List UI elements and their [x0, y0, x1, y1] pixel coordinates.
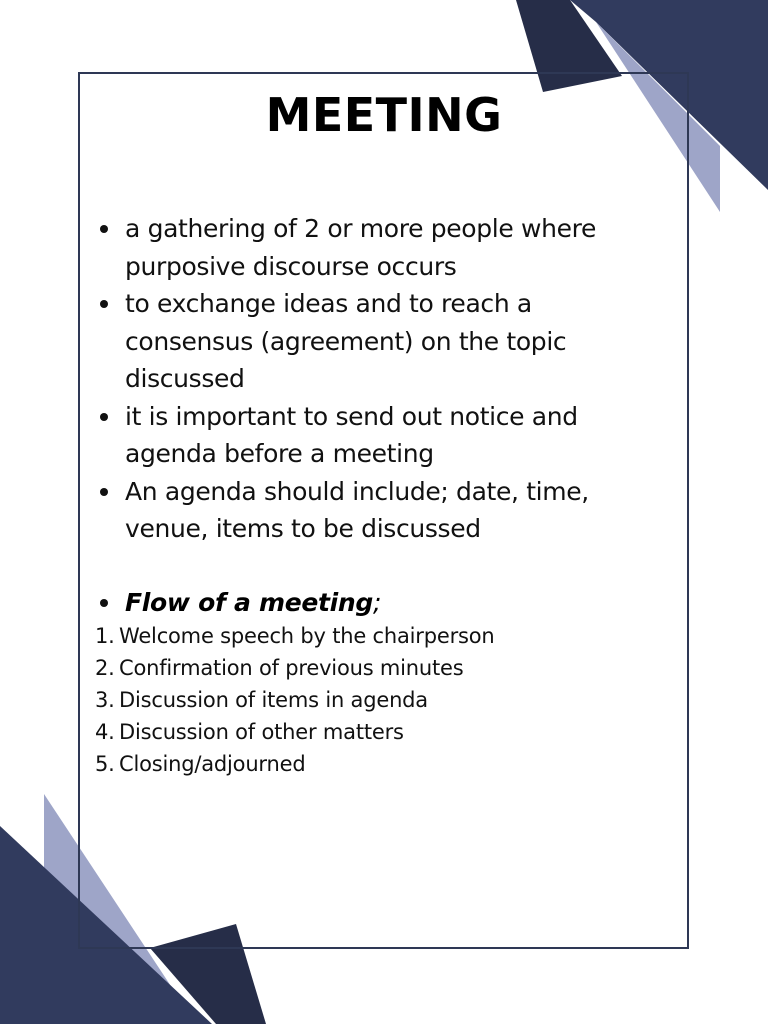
list-item-line: venue, items to be discussed [125, 514, 481, 543]
flow-step [95, 652, 655, 684]
list-item-line: agenda before a meeting [125, 439, 434, 468]
list-item [98, 398, 673, 473]
step-number: 3. [95, 688, 115, 712]
flow-heading-suffix: ; [373, 588, 382, 617]
step-number: 5. [95, 752, 115, 776]
list-item-line: to exchange ideas and to reach a [125, 289, 532, 318]
list-item-line: consensus (agreement) on the topic [125, 326, 567, 356]
step-text: Confirmation of previous minutes [119, 656, 464, 680]
flow-step [95, 620, 655, 652]
list-item-line: it is important to send out notice and [125, 401, 578, 431]
flow-step [95, 748, 655, 780]
list-item-line: a gathering of 2 or more people where [125, 214, 597, 243]
list-item [98, 285, 673, 398]
step-number: 2. [95, 656, 115, 680]
flow-heading [98, 584, 598, 621]
step-text: Discussion of other matters [119, 720, 404, 744]
flow-heading-text: Flow of a meeting [125, 588, 374, 617]
flow-step [95, 716, 655, 748]
list-item-line: An agenda should include; date, time, [125, 476, 589, 506]
flow-steps-list [95, 620, 655, 780]
definition-list [98, 210, 673, 548]
page-title: MEETING [265, 88, 503, 142]
step-number: 1. [95, 624, 115, 648]
step-text: Discussion of items in agenda [119, 688, 428, 712]
step-number: 4. [95, 720, 115, 744]
step-text: Welcome speech by the chairperson [119, 624, 495, 648]
list-item [98, 210, 673, 285]
list-item-line: discussed [125, 364, 245, 393]
step-text: Closing/adjourned [119, 752, 306, 776]
flow-step [95, 684, 655, 716]
list-item [98, 473, 673, 548]
list-item-line: purposive discourse occurs [125, 251, 457, 281]
